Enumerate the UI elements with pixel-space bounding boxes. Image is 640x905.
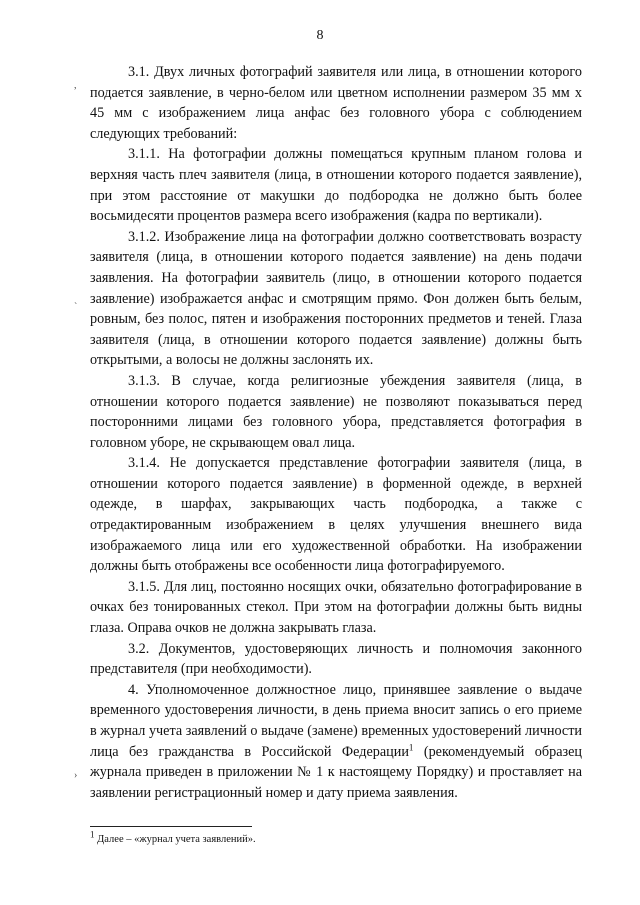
scan-mark: › bbox=[74, 770, 78, 781]
paragraph-3-1-4: 3.1.4. Не допускается представление фотографии заявителя (лица, в отношении которого подается заявление) в форменной одежде, в верхней одежде, в шарфах, закрывающих часть подбородка, а также с отредактированным изображением в целях улучшения внешнего вида изображаемого лица или его художественной обработки. На изображении должны быть отображены все особенности лица фотографируемого. bbox=[90, 455, 582, 575]
document-body bbox=[90, 62, 582, 803]
page-number: 8 bbox=[316, 28, 324, 43]
paragraph-4 bbox=[90, 680, 582, 804]
footnote-number: 1 bbox=[90, 829, 95, 840]
footnote-reference: 1 bbox=[408, 741, 414, 752]
paragraph-3-1-5: 3.1.5. Для лиц, постоянно носящих очки, обязательно фотографирование в очках без тонированных стекол. При этом на фотографии должны быть видны глаза. Оправа очков не должна закрывать глаза. bbox=[90, 578, 582, 637]
paragraph-3-1-3: 3.1.3. В случае, когда религиозные убеждения заявителя (лица, в отношении которого подается заявление) не позволяют показываться перед посторонними лицами без головного убора, представляется фотография в головном уборе, не скрывающем овал лица. bbox=[90, 372, 582, 451]
scan-mark: ` bbox=[74, 302, 78, 313]
paragraph-3-1-1: 3.1.1. На фотографии должны помещаться крупным планом голова и верхняя часть плеч заявителя (лица, в отношении которого подается заявление), при этом расстояние от макушки до подбородка не должно быть более восьмидесяти процентов размера всего изображения (кадра по вертикали). bbox=[90, 146, 582, 225]
footnote-text: Далее – «журнал учета заявлений». bbox=[94, 834, 256, 845]
footnote bbox=[90, 829, 582, 847]
paragraph-4-text-end: (рекомендуемый образец журнала приведен в приложении № 1 к настоящему Порядку) и проставляет на заявлении регистрационный номер и дату приема заявления. bbox=[90, 743, 583, 801]
paragraph-4-text-start: 4. Уполномоченное должностное лицо, принявшее заявление о выдаче временного удостоверения личности, в день приема вносит запись о его приеме в журнал учета заявлений о выдаче (замене) временных удостоверений личности лица без гражданства в Российской Федерации bbox=[90, 681, 582, 760]
paragraph-3-1: 3.1. Двух личных фотографий заявителя или лица, в отношении которого подается заявление, в черно-белом или цветном исполнении размером 35 мм x 45 мм с изображением лица анфас без головного убора с соблюдением следующих требований: bbox=[90, 64, 582, 142]
footnote-divider bbox=[90, 826, 252, 827]
scan-mark: , bbox=[74, 80, 77, 91]
paragraph-3-2: 3.2. Документов, удостоверяющих личность и полномочия законного представителя (при необходимости). bbox=[90, 640, 582, 678]
paragraph-3-1-2: 3.1.2. Изображение лица на фотографии должно соответствовать возрасту заявителя (лица, в отношении которого подается заявление) на день подачи заявления. На фотографии заявитель (лицо, в отношении которого подается заявление) изображается анфас и смотрящим прямо. Фон должен быть белым, ровным, без полос, пятен и изображения посторонних предметов и теней. Глаза заявителя (лица, в отношении которого подается заявление) должны быть открытыми, а волосы не должны заслонять их. bbox=[90, 228, 582, 369]
